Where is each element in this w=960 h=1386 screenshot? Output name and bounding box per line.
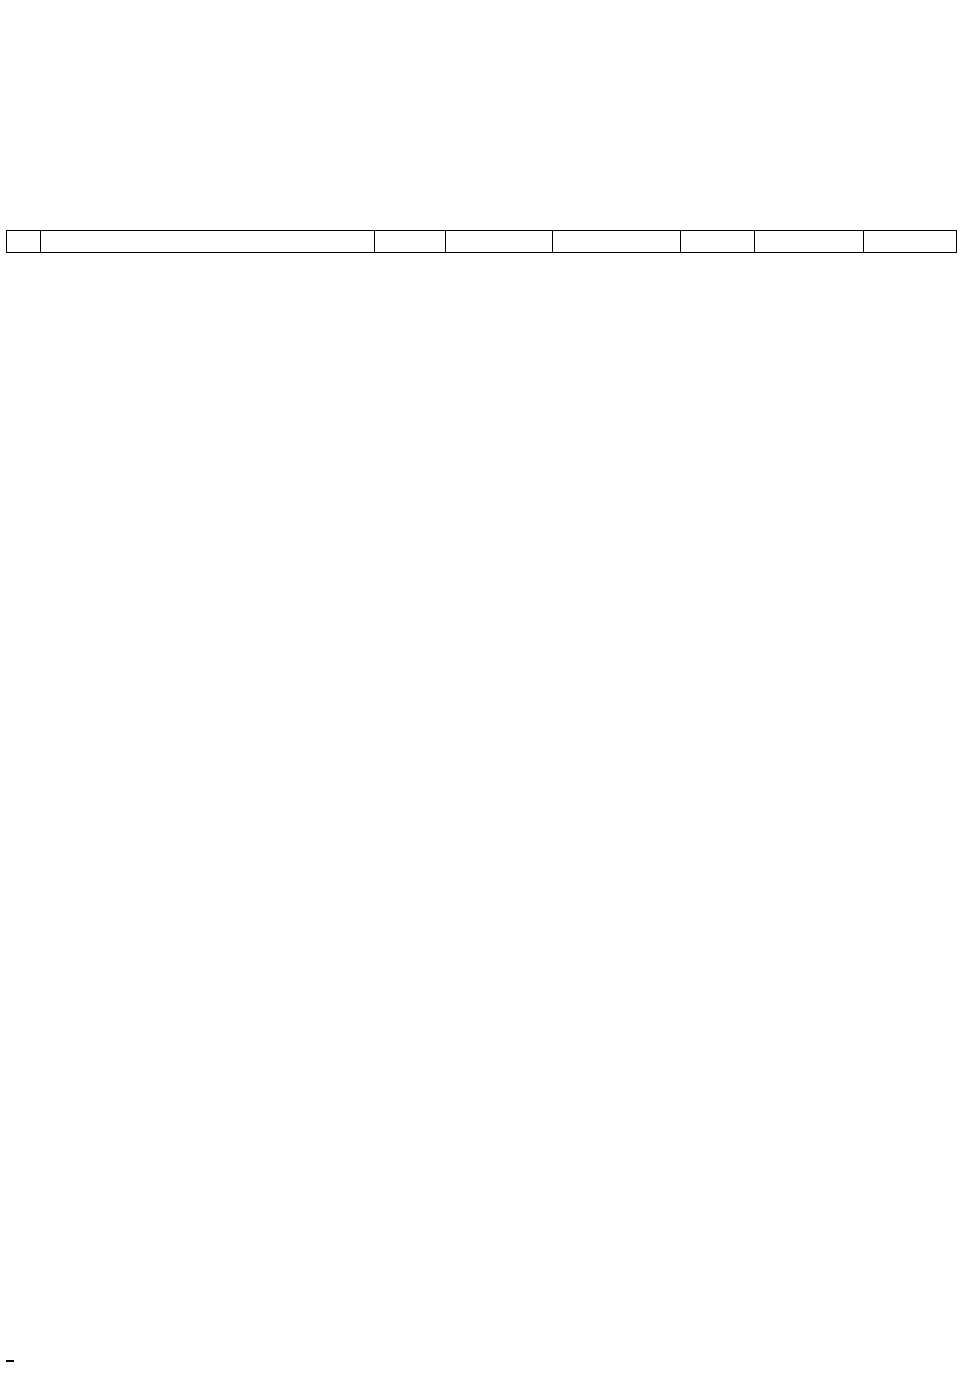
- col-timi: [864, 231, 957, 253]
- col-at: [375, 231, 446, 253]
- table-header-row: [7, 231, 957, 253]
- software-footer: [6, 1360, 14, 1362]
- col-kwd: [553, 231, 681, 253]
- category-label: [7, 253, 957, 272]
- col-posotita: [755, 231, 864, 253]
- measurements-table: [6, 230, 957, 271]
- col-arthro: [446, 231, 553, 253]
- category-row: [7, 253, 957, 272]
- col-monada: [681, 231, 755, 253]
- col-eidos: [41, 231, 375, 253]
- col-aa: [7, 231, 41, 253]
